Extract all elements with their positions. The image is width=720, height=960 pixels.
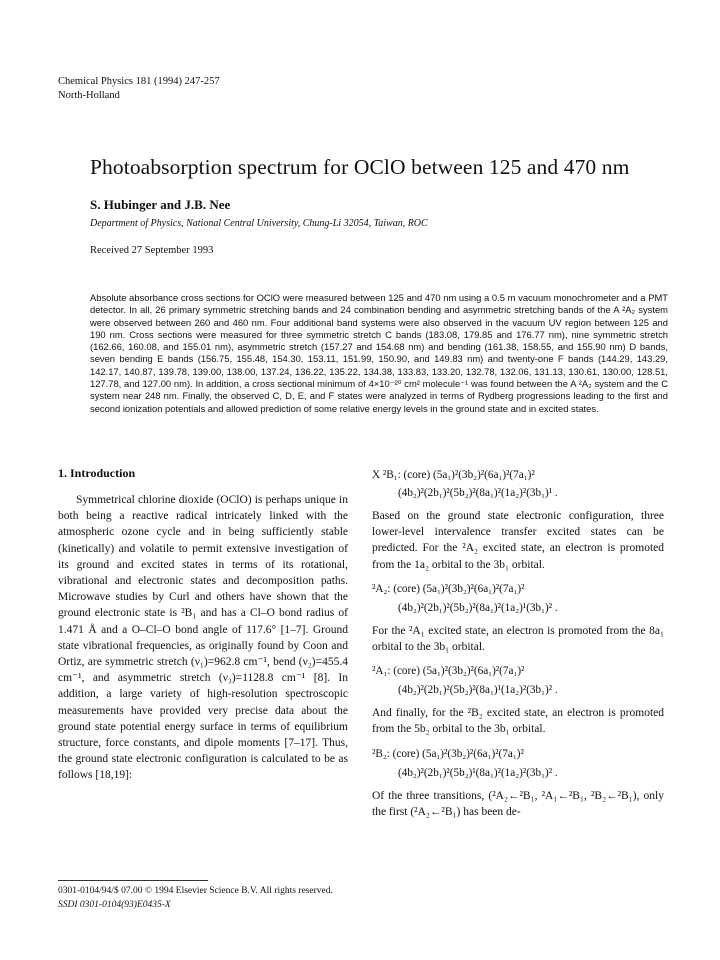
paragraph-configuration: Based on the ground state electronic configuration, three lower-level intervalence transfer excited states can be predicted. For the ²A₂ excited state, an electron is promoted from the 1a₂ orbital to the 3b₁ orbital. [372, 510, 664, 571]
formula-x2b1-line1: X ²B₁: (core) (5a₁)²(3b₂)²(6a₁)²(7a₁)² [372, 469, 535, 481]
paper-title: Photoabsorption spectrum for OClO between 125 and 470 nm [90, 155, 630, 179]
formula-a2-line1: ²A₂: (core) (5a₁)²(3b₂)²(6a₁)²(7a₁)² [372, 582, 525, 595]
formula-a1-line1: ²A₁: (core) (5a₁)²(3b₂)²(6a₁)²(7a₁)² [372, 665, 525, 678]
formula-a2-line2: (4b₂)²(2b₁)²(5b₂)²(8a₁)²(1a₂)¹(3b₁)² . [398, 601, 558, 614]
journal-header [58, 75, 220, 103]
paragraph-b2: And finally, for the ²B₂ excited state, an electron is promoted from the 5b₂ orbital to the 3b₁ orbital. [372, 707, 664, 736]
journal-publisher: North-Holland [58, 90, 120, 101]
received-date: Received 27 September 1993 [90, 245, 214, 256]
abstract: Absolute absorbance cross sections for OClO were measured between 125 and 470 nm using a 0.5 m vacuum monochrometer and a PMT detector. In all, 26 primary symmetric stretching bands and 24 combination bending and asymmetric stretching bands of the A ²A₂ system were observed between 260 and 460 nm. Four additional band systems were also observed in the vacuum UV region between 125 and 190 nm. Cross sections were measured for three symmetric stretch C bands (183.08, 179.85 and 176.77 nm), nine symmetric stretch (162.66, 160.08, and 155.01 nm), asymmetric stretch (157.27 and 154.68 nm) and bending (161.38, 158.55, and 155.90 nm) D bands, seven bending E bands (156.75, 155.48, 154.30, 153.11, 151.99, 150.90, and 149.83 nm) and twenty-one F bands (144.29, 143.29, 142.17, 140.87, 139.78, 139.00, 138.00, 137.24, 136.22, 135.22, 134.38, 133.83, 133.20, 132.78, 132.06, 131.13, 130.61, 130.00, 128.51, 127.78, and 127.00 nm). In addition, a cross sectional minimum of 4×10⁻²⁰ cm² molecule⁻¹ was found between the A ²A₂ system and the C system near 248 nm. Finally, the observed C, D, E, and F states were analyzed in terms of Rydberg progressions leading to the first and second ionization potentials and allowed prediction of some relative energy levels in the ground state and in excited states. [90, 292, 668, 414]
section-heading: 1. Introduction [58, 466, 136, 480]
paper-affiliation: Department of Physics, National Central University, Chung-Li 32054, Taiwan, ROC [90, 218, 428, 229]
paper-authors: S. Hubinger and J.B. Nee [90, 197, 231, 212]
formula-b2-line2: (4b₂)²(2b₁)²(5b₂)¹(8a₁)²(1a₂)²(3b₁)² . [398, 766, 558, 779]
paragraph-a1: For the ²A₁ excited state, an electron is promoted from the 8a₁ orbital to the 3b₁ orbital. [372, 624, 664, 654]
intro-paragraph: Symmetrical chlorine dioxide (OClO) is perhaps unique in both being a reactive radical intricately linked with the atmospheric ozone cycle and in being sufficiently stable (kinetically) and volatile to permit extensive investigation of its ground and excited states in terms of its rotational, vibrational and electronic states and decomposition paths. Microwave studies by Curl and others have shown that the ground electronic state is ²B₁ and has a Cl–O bond radius of 1.471 Å and a O–Cl–O bond angle of 117.6° [1–7]. Ground state vibrational frequencies, as originally found by Coon and Ortiz, are symmetric stretch (ν₁)=962.8 cm⁻¹, bend (ν₂)=455.4 cm⁻¹, and asymmetric stretch (ν₃)=1128.8 cm⁻¹ [8]. In addition, a large variety of high-resolution spectroscopic measurements have provided very precise data about the ground state potential energy surface in terms of equilibrium structure, force constants, and dipole moments [7–17]. Thus, the ground state electronic configuration is calculated to be as follows [18,19]: [58, 494, 348, 782]
paragraph-transitions: Of the three transitions, (²A₂←²B₁, ²A₁←²B₁, ²B₂←²B₁), only the first (²A₂←²B₁) has been de- [372, 789, 664, 818]
right-column [372, 469, 664, 820]
footer-ssdi: SSDI 0301-0104(93)E0435-X [58, 900, 171, 910]
footer-rule [58, 880, 208, 881]
formula-x2b1-line2: (4b₂)²(2b₁)²(5b₂)²(8a₁)²(1a₂)²(3b₁)¹ . [398, 487, 558, 499]
journal-citation: Chemical Physics 181 (1994) 247-257 [58, 76, 220, 87]
formula-a1-line2: (4b₂)²(2b₁)²(5b₂)²(8a₁)¹(1a₂)²(3b₁)² . [398, 684, 558, 697]
footer [58, 880, 333, 912]
formula-b2-line1: ²B₂: (core) (5a₁)²(3b₂)²(6a₁)²(7a₁)² [372, 747, 524, 760]
footer-copyright: 0301-0104/94/$ 07.00 © 1994 Elsevier Science B.V. All rights reserved. [58, 886, 333, 896]
